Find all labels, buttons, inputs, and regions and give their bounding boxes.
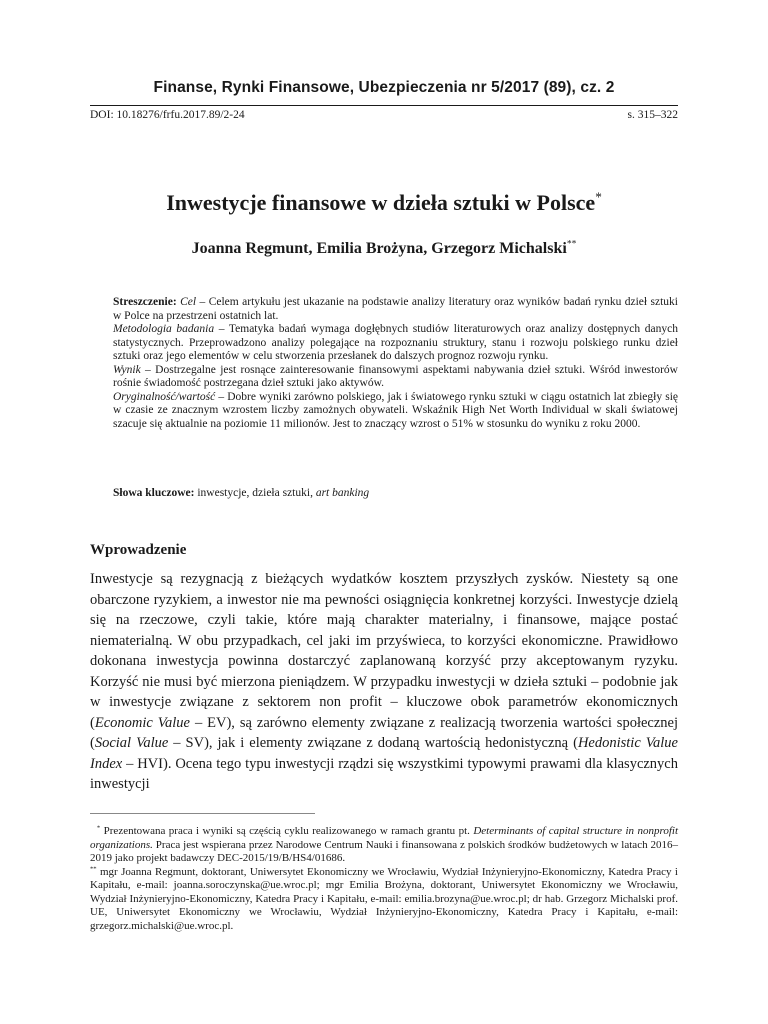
social-value-term: Social Value [94, 735, 169, 751]
result-text: – Dostrzegalne jest rosnące zainteresowanie finansowymi aspektami nabywania dzieł sztuki. Wśród inwestorów rośnie świadomość postrzegana dzieł sztuki jako aktywów. [113, 363, 678, 389]
keywords [113, 486, 678, 500]
footnotes [90, 825, 678, 933]
keywords-label: Słowa kluczowe: [113, 487, 195, 499]
footnote-2-text: mgr Joanna Regmunt, doktorant, Uniwersytet Ekonomiczny we Wrocławiu, Wydział Inżynieryjno-Ekonomiczny, Katedra Pracy i Kapitału, e-mail: joanna.soroczynska@ue.wroc.pl; mgr Emilia Brożyna, doktorant, Uniwersytet Ekonomiczny we Wrocławiu, Wydział Inżynieryjno-Ekonomiczny, Katedra Pracy i Kapitału, e-mail: emilia.brozyna@ue.wroc.pl; dr hab. Grzegorz Michalski prof. UE, Uniwersytet Ekonomiczny we Wrocławiu, Wydział Inżynieryjno-Ekonomiczny, Katedra Pracy i Kapitału, e-mail: grzegorz.michalski@ue.wroc.pl. [90, 865, 678, 932]
result-label: Wynik [113, 363, 141, 376]
footnote-2 [90, 866, 678, 934]
authors-footnote-mark[interactable]: ** [566, 238, 577, 250]
body-text [90, 569, 678, 795]
goal-label: Cel [180, 296, 197, 308]
abstract-label: Streszczenie: [113, 296, 177, 308]
journal-title: Finanse, Rynki Finansowe, Ubezpieczenia nr 5/2017 (89), cz. 2 [153, 79, 615, 96]
abstract [113, 296, 678, 431]
abstract-value [113, 391, 678, 432]
method-label: Metodologia badania [113, 323, 215, 335]
value-text: – Dobre wyniki zarówno polskiego, jak i światowego rynku sztuki w ciągu ostatnich lat zbiegły się w czasie ze znacznym wzrostem liczby zamożnych obywateli. Wskaźnik High Net Worth Individual w skali światowej szacuje się aktualnie na poziomie 11 milionów. Jest to znaczący wzrost o 51% w stosunku do wyniku z roku 2000. [113, 390, 678, 430]
keywords-text: inwestycje, dzieła sztuki, [194, 487, 316, 499]
footnote-1-mark: * [96, 824, 101, 832]
economic-value-term: Economic Value [94, 714, 190, 731]
body-paragraph [90, 569, 678, 795]
article-title [90, 190, 678, 216]
goal-text: – Celem artykułu jest ukazanie na podstawie analizy literatury oraz wyników badań rynku dzieł sztuki w Polce na przestrzeni ostatnich lat. [113, 296, 678, 322]
value-label: Oryginalność/wartość [113, 390, 216, 403]
hedonistic-value-term: Hedonistic Value Index [90, 735, 678, 772]
page-range: s. 315–322 [627, 109, 678, 121]
header-rule [90, 105, 678, 106]
body-part-1: Inwestycje są rezygnacją z bieżących wydatków kosztem przyszłych zysków. Niestety są one obarczone ryzykiem, a inwestor nie ma pewności osiągnięcia konkretnej korzyści. Inwestycje dzielą się na rzeczowe, czyli takie, które mają charakter materialny, i finansowe, mające postać niematerialną. W obu przypadkach, cel jaki im przyświeca, to korzyści ekonomiczne. Prawidłowo dokonana inwestycja powinna dostarczyć zaplanowaną korzyść przy akceptowanym ryzyku. Korzyść nie musi być mierzona pieniądzem. W przypadku inwestycji w dzieła sztuki – podobnie jak w inwestycje związane z sektorem non profit – kluczowe obok parametrów ekonomicznych ( [90, 571, 678, 731]
abstract-goal [113, 296, 678, 323]
article-authors [90, 240, 678, 258]
article-title-text: Inwestycje finansowe w dzieła sztuki w Polsce [166, 190, 596, 215]
section-heading: Wprowadzenie [90, 542, 187, 558]
doi-link[interactable]: DOI: 10.18276/frfu.2017.89/2-24 [90, 109, 245, 121]
title-footnote-mark[interactable]: * [595, 189, 602, 205]
footnote-1 [90, 825, 678, 866]
footnote-1-text-a: Prezentowana praca i wyniki są częścią cyklu realizowanego w ramach grantu pt. [100, 825, 474, 837]
method-text: – Tematyka badań wymaga dogłębnych studiów literaturowych oraz analizy dostępnych danych statystycznych. Przeprowadzono analizy polegające na rozpoznaniu struktury, stanu i rozwoju polskiego runku dzieł sztuki oraz jego elementów w celu stworzenia przesłanek do dalszych prognoz rozwoju rynku. [113, 323, 678, 362]
authors-text: Joanna Regmunt, Emilia Brożyna, Grzegorz Michalski [191, 240, 567, 257]
keywords-italic: art banking [315, 487, 370, 499]
abstract-result [113, 364, 678, 391]
footnote-2-mark: ** [90, 864, 97, 872]
body-part-3: – SV), jak i elementy związane z dodaną wartością hedonistyczną ( [168, 735, 578, 751]
footnote-rule [90, 813, 315, 814]
body-part-2: – EV), są zarówno elementy związane z realizacją tworzenia wartości społecznej ( [90, 714, 678, 751]
body-part-4: – HVI). Ocena tego typu inwestycji rządzi się wszystkimi typowymi prawami dla klasycznych inwestycji [90, 755, 678, 792]
footnote-1-text-b: Praca jest wspierana przez Narodowe Centrum Nauki i finansowana z polskich środków budżetowych w latach 2016–2019 jako projekt badawczy DEC-2015/19/B/HS4/01686. [90, 838, 678, 864]
footnote-1-italic: Determinants of capital structure in nonprofit organizations. [90, 825, 678, 851]
abstract-method [113, 323, 678, 364]
